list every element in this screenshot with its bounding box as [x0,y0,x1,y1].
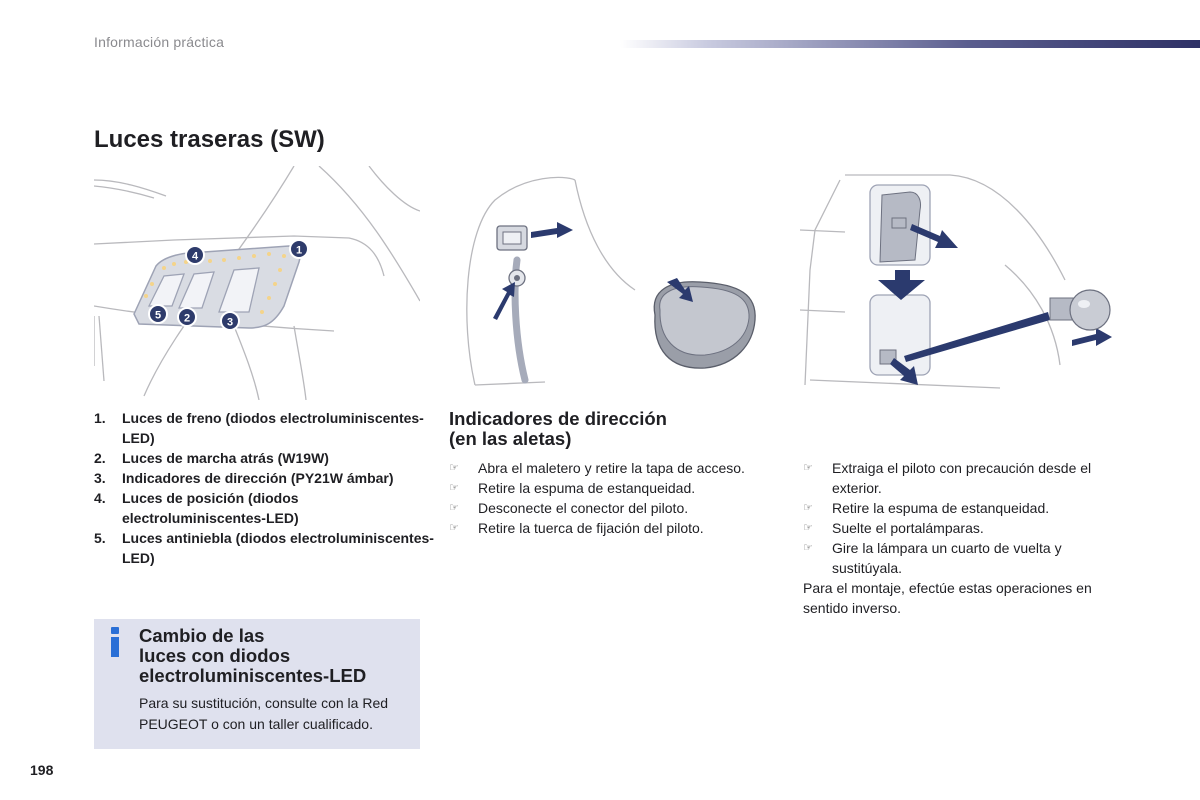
indicators-title-line2: (en las aletas) [449,428,572,449]
step-text: Retire la espuma de estanqueidad. [832,500,1050,516]
rear-lamp-illustration [94,166,420,400]
bulb-legend-list [94,408,434,568]
list-item-number: 2. [94,450,106,466]
indicator-steps-list [449,458,789,538]
header-gradient-bar [620,40,1200,48]
page-title: Luces traseras (SW) [94,126,325,153]
list-item [94,488,434,528]
step-text: Retire la espuma de estanqueidad. [478,480,696,496]
lamp-removal-illustration [800,170,1130,395]
hand-pointer-icon: ☞ [803,462,813,474]
step-text: Abra el maletero y retire la tapa de acceso. [478,460,745,476]
list-item-text: Luces de posición (diodos electroluminiscentes-LED) [122,490,299,526]
callout-5 [149,305,167,323]
callout-2 [178,308,196,326]
list-item [94,408,434,448]
connector-icon [497,226,527,250]
step-text: Extraiga el piloto con precaución desde el exterior. [832,460,1092,496]
removal-steps-list [803,458,1133,578]
indicators-title [449,409,667,449]
bulb-icon [1050,290,1110,330]
step-item [449,518,789,538]
list-item [94,468,434,488]
list-item-text: Luces de freno (diodos electroluminiscentes-LED) [122,410,424,446]
list-item-number: 1. [94,410,106,426]
hand-pointer-icon: ☞ [449,482,459,494]
list-item-text: Indicadores de dirección (PY21W ámbar) [122,470,394,486]
hand-pointer-icon: ☞ [449,522,459,534]
callout-3-label: 3 [226,316,234,329]
list-item-text: Luces de marcha atrás (W19W) [122,450,329,466]
reassembly-note: Para el montaje, efectúe estas operaciones en sentido inverso. [803,580,1092,616]
callout-3 [221,312,239,330]
info-icon [108,627,122,657]
step-text: Retire la tuerca de fijación del piloto. [478,520,704,536]
list-item-text: Luces antiniebla (diodos electroluminiscentes-LED) [122,530,434,566]
callout-2-label: 2 [183,312,191,325]
hand-pointer-icon: ☞ [803,502,813,514]
info-title-line1: Cambio de las [139,625,265,646]
hand-pointer-icon: ☞ [803,542,813,554]
page-number: 198 [30,762,54,778]
callout-4-label: 4 [191,250,199,263]
info-box-text: Para su sustitución, consulte con la Red PEUGEOT o con un taller cualificado. [139,695,389,732]
indicators-title-line1: Indicadores de dirección [449,408,667,429]
hand-pointer-icon: ☞ [449,462,459,474]
list-item-number: 5. [94,530,106,546]
nut-icon [509,270,525,286]
fender-indicator-illustration [455,170,775,390]
hand-pointer-icon: ☞ [449,502,459,514]
callout-1-label: 1 [295,244,303,257]
access-cover-icon [654,282,755,368]
callout-1 [290,240,308,258]
step-item [449,458,789,478]
step-item [803,538,1133,578]
info-box-title [139,626,366,686]
info-box [94,619,420,749]
list-item [94,528,434,568]
step-text: Desconecte el conector del piloto. [478,500,689,516]
info-title-line3: electroluminiscentes-LED [139,665,367,686]
callout-4 [186,246,204,264]
section-label: Información práctica [94,34,225,50]
list-item-number: 4. [94,490,106,506]
list-item-number: 3. [94,470,106,486]
step-text: Gire la lámpara un cuarto de vuelta y sustitúyala. [832,540,1062,576]
hand-pointer-icon: ☞ [803,522,813,534]
step-item [803,518,1133,538]
step-item [803,498,1133,518]
step-text: Suelte el portalámparas. [832,520,984,536]
step-item [449,478,789,498]
step-item [449,498,789,518]
step-item [803,458,1133,498]
list-item [94,448,434,468]
info-title-line2: luces con diodos [139,645,291,666]
callout-5-label: 5 [154,309,162,322]
